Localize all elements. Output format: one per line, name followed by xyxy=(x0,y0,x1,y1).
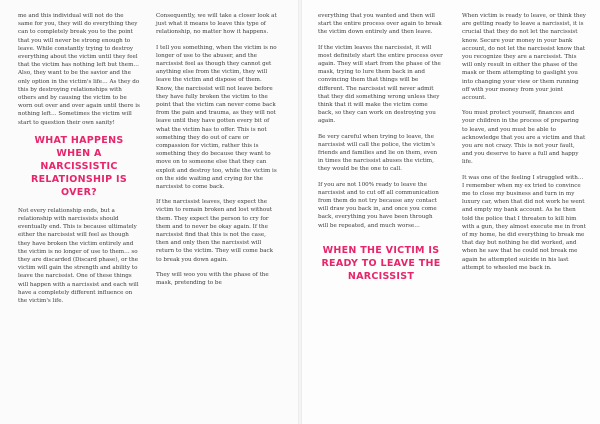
paragraph: If the victim leaves the narcissist, it will most definitely start the entire process over again. They will start from the phase of the mask, trying to lure them back in and convincing them that things will be different. The narcissist will never admit that they did something wrong unless they think that it will make the victim come back, so they can work on destroying you again. xyxy=(318,44,443,125)
column-1 xyxy=(18,12,140,312)
paragraph: Not every relationship ends, but a relationship with narcissists should eventually end. This is because ultimately either the narcissist will feel as though they have broken the victim entirely and the victim is no longer of use to them… so they are discarded (Discard phase), or the victim will gain the strength and ability to leave the narcissist. One of these things will happen with a narcissist and each will have a completely different influence on the victim's life. xyxy=(18,207,139,305)
paragraph: It was one of the feeling I struggled with… I remember when my ex tried to convince me to close my business and turn in my luxury car, when that did not work he went and empty my bank account. As he then told the police that I threaten to kill him with a gun, they almost execute me in front of my home, he did everything to break me that day but nothing he did worked, and when he saw that he could not break me again he attempted suicide in his last attempt to wheeled me back in. xyxy=(462,174,586,271)
section-heading-relationship-over: WHAT HAPPENS WHEN A NARCISSISTIC RELATIONSHIP IS OVER? xyxy=(31,134,127,198)
paragraph: everything that you wanted and then will start the entire process over again to break the victim down entirely and then leave. xyxy=(318,13,442,36)
paragraph: You must protect yourself, finances and your children in the process of preparing to leave, and you must be able to acknowledge that you are a victim and that you are not crazy. This is not your fault, and you deserve to have a full and happy life. xyxy=(462,110,586,166)
column-3 xyxy=(318,12,444,291)
paragraph: I tell you something, when the victim is no longer of use to the abuser, and the narcissist feel as though they cannot get anything else from the victim, they will leave the victim and dispose of them. Know, the narcissist will not leave before they have fully broken the victim to the point that the victim can never come back from the pain and trauma, as they will not leave until they have gotten every bit of what the victim has to offer. This is not something they do out of care or compassion for victim, rather this is something they do because they want to move on to someone else that they can exploit and destroy too, while the victim is on the side waiting and crying for the narcissist to come back. xyxy=(156,44,277,191)
paragraph: If you are not 100% ready to leave the narcissist and to cut off all communication from them do not try because any contact will draw you back in, and once you come back, everything you have been through will be repeated, and much worse… xyxy=(318,181,439,229)
paragraph: Consequently, we will take a closer look at just what it means to leave this type of relationship, no matter how it happens. xyxy=(156,13,277,36)
column-4 xyxy=(462,12,586,279)
paragraph: Be very careful when trying to leave, the narcissist will call the police, the victim's friends and families and lie on them, even in times the narcissist abuses the victim, they would be the one to call. xyxy=(318,133,438,173)
page-gutter xyxy=(298,0,302,424)
column-2 xyxy=(156,12,280,294)
section-heading-victim-ready: WHEN THE VICTIM IS READY TO LEAVE THE NARCISSIST xyxy=(321,244,441,282)
paragraph: They will woo you with the phase of the mask, pretending to be xyxy=(156,271,269,287)
paragraph: When victim is ready to leave, or think they are getting ready to leave a narcissist, it is crucial that they do not let the narcissist know. Secure your money in your bank account, do not let the narcissist know that you recognize they are a narcissist. This will only result in either the phase of the mask or them attempting to gaslight you into changing your view or them running off with your money from your joint account. xyxy=(462,13,586,102)
paragraph: me and this individual will not do the same for you, they will do everything they can to completely break you to the point that you will never be strong enough to leave. While constantly trying to destroy everything about the victim until they feel that the victim has nothing left but them… Also, they want to be the savior and the only option in the victim's life… As they do this by destroying relationships with others and by causing the victim to be worn out over and over again until there is nothing left… Sometimes the victim will start to question their own sanity! xyxy=(18,13,140,126)
paragraph: If the narcissist leaves, they expect the victim to remain broken and lost without them. They expect the person to cry for them and to never be okay again. If the narcissist find that this is not the case, then and only then the narcissist will return to the victim. They will come back to break you down again. xyxy=(156,199,274,263)
